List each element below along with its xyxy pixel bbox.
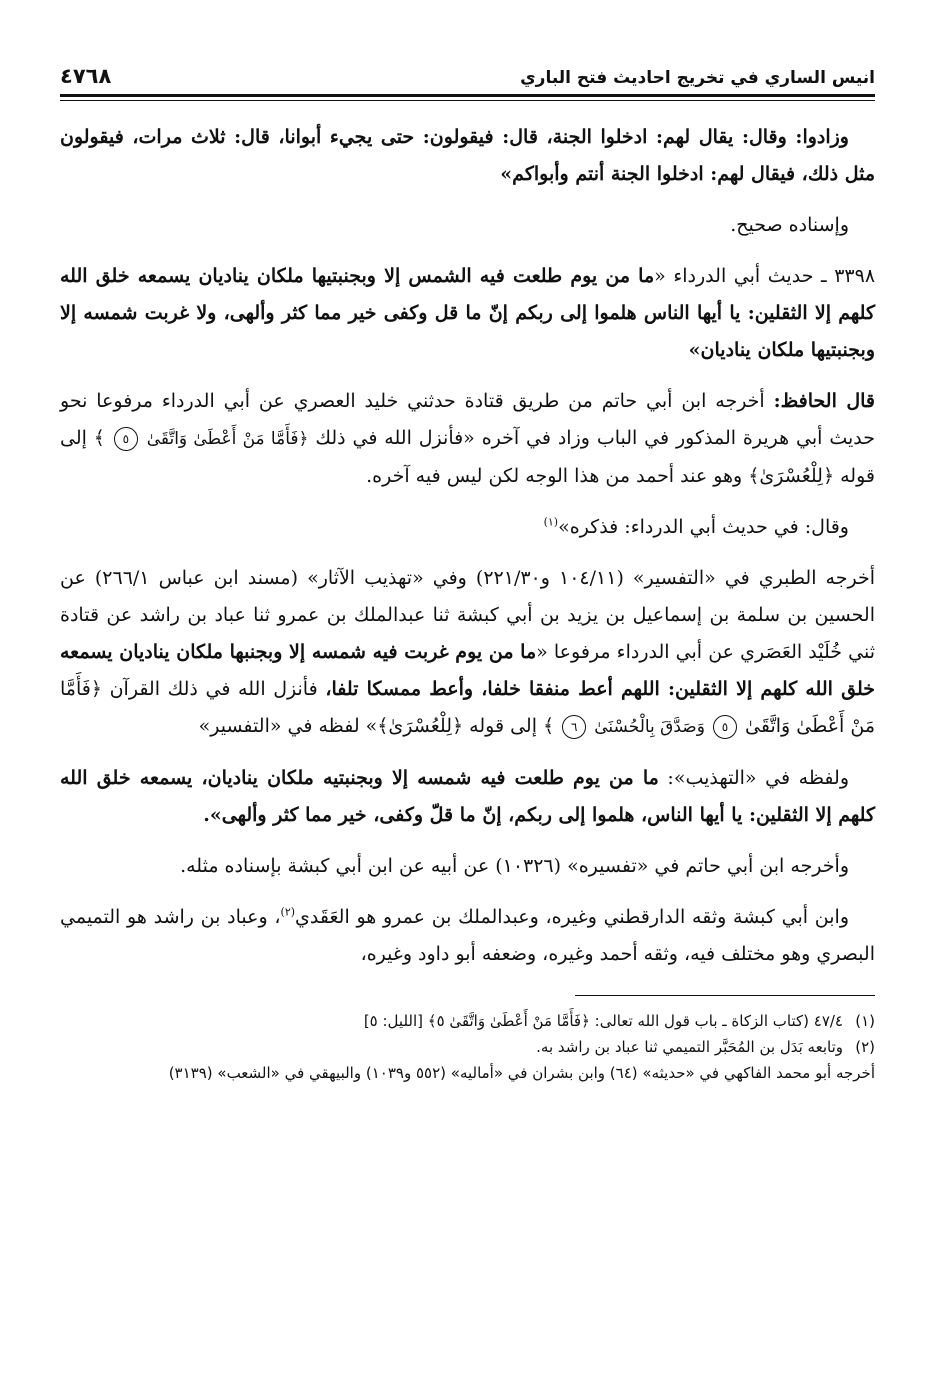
tahdhib-prefix: ولفظه في «التهذيب»: — [667, 767, 849, 789]
tabari-text-2: فأنزل الله في ذلك القرآن ﴿فَأَمَّا مَنْ أَعْطَىٰ وَاتَّقَىٰ — [60, 678, 875, 737]
footnote-2-number: (٢) — [855, 1038, 875, 1056]
p2-text: وإسناده صحيح. — [730, 214, 849, 236]
p8-text: وأخرجه ابن أبي حاتم في «تفسيره» (١٠٣٢٦) عن أبيه عن ابن أبي كبشة بإسناده مثله. — [180, 855, 849, 877]
footnote-rule — [575, 995, 875, 996]
book-page — [60, 48, 875, 1343]
tabari-text-3: ﴾ إلى قوله ﴿لِلْعُسْرَىٰ﴾» لفظه في «التفسير» — [198, 715, 555, 737]
footnote-2-continued — [60, 1060, 875, 1086]
page-number: ٤٧٦٨ — [60, 64, 112, 88]
footnote-2-text: وتابعه بَدَل بن المُحَبَّر التميمي ثنا عباد بن راشد به. — [536, 1038, 843, 1056]
p1-text: وزادوا: وقال: يقال لهم: ادخلوا الجنة، قال: فيقولون: حتى يجيء أبوانا، قال: ثلاث مرات، فيقولون مثل ذلك، فيقال لهم: ادخلوا الجنة أنتم وأبواكم» — [60, 126, 875, 185]
footnote-1-text: ٤٧/٤ (كتاب الزكاة ـ باب قول الله تعالى: ﴿فَأَمَّا مَنْ أَعْطَىٰ وَاتَّقَىٰ ٥﴾ [الليل: ٥] — [363, 1012, 843, 1030]
tabari-matn: ما من يوم غربت فيه شمسه إلا وبجنبها ملكان يناديان يسمعه خلق الله كلهم إلا الثقلين: اللهم أعط منفقا خلفا، وأعط ممسكا تلفا، — [60, 641, 875, 700]
paragraph-narrators — [60, 899, 875, 973]
p5-text: وقال: في حديث أبي الدرداء: فذكره» — [558, 516, 849, 538]
running-header — [60, 48, 875, 88]
paragraph-isnad — [60, 207, 875, 244]
book-title: انيس الساري في تخريج احاديث فتح الباري — [520, 68, 875, 88]
footnote-2 — [60, 1034, 875, 1060]
hadith-3398 — [60, 258, 875, 369]
tabari-text-1: أخرجه الطبري في «التفسير» (١٠٤/١١ و٢٢١/٣٠) وفي «تهذيب الآثار» (مسند ابن عباس ٢٦٦/١) عن الحسين بن سلمة بن إسماعيل بن يزيد بن أبي كبشة ثنا عبدالملك بن عمرو ثنا عباد بن راشد عن قتادة ثني خُلَيْد العَصَري عن أبي الدرداء مرفوعا « — [60, 567, 875, 663]
hadith-prefix: حديث أبي الدرداء « — [654, 265, 814, 287]
paragraph-said — [60, 509, 875, 546]
footnote-1 — [60, 1008, 875, 1034]
main-text — [60, 119, 875, 973]
hadith-number: ٣٣٩٨ ـ — [821, 265, 876, 287]
tahdhib-matn: ما من يوم طلعت فيه شمسه إلا وبجنبتيه ملكان يناديان، يسمعه خلق الله كلهم إلا الثقلين: يا أيها الناس، هلموا إلى ربكم، إنّ ما قلّ وكفى، خير مما كثر وألهى». — [60, 767, 875, 826]
paragraph-additions — [60, 119, 875, 193]
paragraph-tabari — [60, 560, 875, 746]
footnote-2-continued-text: أخرجه أبو محمد الفاكهي في «حديثه» (٦٤) وابن بشران في «أماليه» (٥٥٢ و١٠٣٩) والبيهقي في «الشعب» (٣١٣٩) — [168, 1064, 875, 1082]
verse-number-marker: ٥ — [114, 427, 138, 451]
footnote-ref-2[interactable]: (٢) — [280, 905, 296, 919]
footnotes — [60, 1008, 875, 1086]
paragraph-hafiz — [60, 383, 875, 495]
hafiz-text-1: أخرجه ابن أبي حاتم من طريق قتادة حدثني خليد العصري عن أبي الدرداء مرفوعا نحو حديث أبي هريرة المذكور في الباب وزاد في آخره «فأنزل الله في ذلك — [60, 390, 875, 449]
quran-verse-1: ﴿فَأَمَّا مَنْ أَعْطَىٰ وَاتَّقَىٰ — [146, 429, 309, 449]
verse-number-marker: ٥ — [713, 715, 737, 739]
paragraph-ibn-abi-hatim — [60, 848, 875, 885]
p9-text-1: وابن أبي كبشة وثقه الدارقطني وغيره، وعبدالملك بن عمرو هو العَقَدي — [295, 906, 849, 928]
hafiz-text-2: ﴾ إلى قوله ﴿لِلْعُسْرَىٰ﴾ وهو عند أحمد من هذا الوجه لكن ليس فيه آخره. — [60, 427, 875, 487]
footnote-1-number: (١) — [855, 1012, 875, 1030]
hadith-matn: ما من يوم طلعت فيه الشمس إلا وبجنبتيها ملكان يناديان يسمعه خلق الله كلهم إلا الثقلين: يا أيها الناس هلموا إلى ربكم إنّ ما قل وكفى خير مما كثر وألهى، ولا غربت شمسه إلا وبجنبتيها ملكان يناديان» — [60, 265, 875, 361]
footnote-ref-1[interactable]: (١) — [543, 515, 559, 529]
quran-verse-2: وَصَدَّقَ بِالْحُسْنَىٰ — [594, 717, 705, 737]
paragraph-tahdhib — [60, 760, 875, 834]
p9-text-2: ، وعباد بن راشد هو التميمي البصري وهو مختلف فيه، وثقه أحمد وغيره، وضعفه أبو داود وغيره، — [60, 906, 875, 965]
hafiz-label: قال الحافظ: — [773, 390, 876, 412]
header-rule — [60, 94, 875, 101]
verse-number-marker: ٦ — [562, 715, 586, 739]
